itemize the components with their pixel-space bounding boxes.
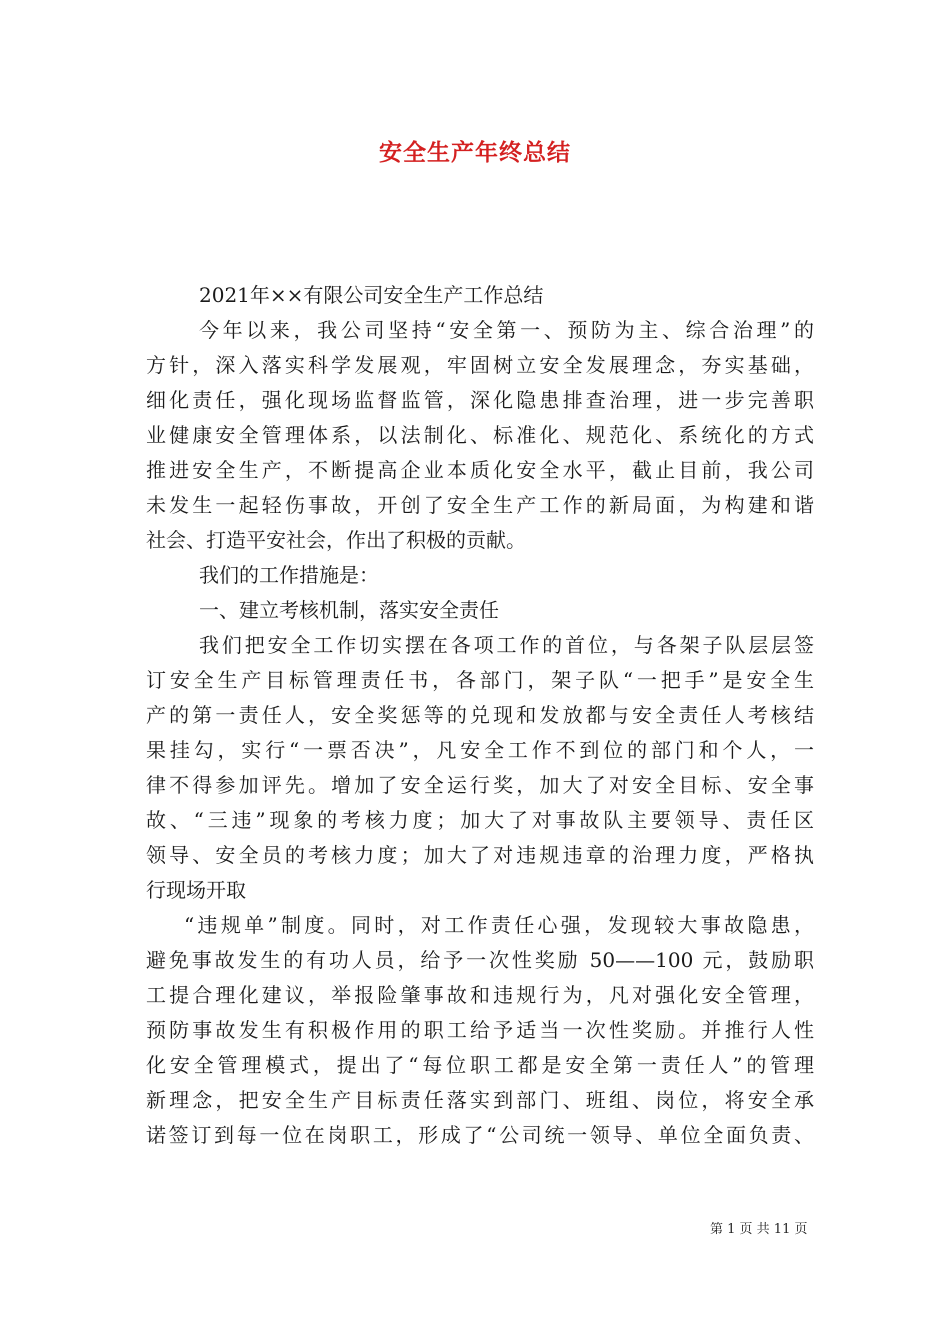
document-body — [146, 278, 814, 1153]
paragraph-line: 方针，深入落实科学发展观，牢固树立安全发展理念，夯实基础， — [146, 353, 814, 377]
paragraph-line: 化安全管理模式，提出了“每位职工都是安全第一责任人”的管理 — [146, 1053, 814, 1077]
paragraph-line: 我们的工作措施是： — [199, 563, 379, 587]
paragraph-line: 2021年××有限公司安全生产工作总结 — [199, 283, 544, 307]
paragraph-line: 诺签订到每一位在岗职工，形成了“公司统一领导、单位全面负责、 — [146, 1123, 814, 1147]
paragraph-line: 未发生一起轻伤事故，开创了安全生产工作的新局面，为构建和谐 — [146, 493, 814, 517]
paragraph-line: 今年以来，我公司坚持“安全第一、预防为主、综合治理”的 — [199, 318, 814, 342]
paragraph-line: 领导、安全员的考核力度；加大了对违规违章的治理力度，严格执 — [146, 843, 814, 867]
paragraph-line: 行现场开取 — [146, 878, 246, 902]
paragraph-line: 一、建立考核机制，落实安全责任 — [199, 598, 499, 622]
paragraph-line: 社会、打造平安社会，作出了积极的贡献。 — [146, 528, 526, 552]
paragraph-line: 工提合理化建议，举报险肇事故和违规行为，凡对强化安全管理， — [146, 983, 814, 1007]
paragraph-line: “违规单”制度。同时，对工作责任心强，发现较大事故隐患， — [184, 913, 814, 937]
paragraph-line: 预防事故发生有积极作用的职工给予适当一次性奖励。并推行人性 — [146, 1018, 814, 1042]
paragraph-line: 果挂勾，实行“一票否决”，凡安全工作不到位的部门和个人，一 — [146, 738, 814, 762]
paragraph-line: 避免事故发生的有功人员，给予一次性奖励 50——100 元，鼓励职 — [146, 948, 814, 972]
paragraph-line: 我们把安全工作切实摆在各项工作的首位，与各架子队层层签 — [199, 633, 814, 657]
paragraph-line: 推进安全生产，不断提高企业本质化安全水平，截止目前，我公司 — [146, 458, 814, 482]
document-title: 安全生产年终总结 — [379, 139, 571, 166]
paragraph-line: 律不得参加评先。增加了安全运行奖，加大了对安全目标、安全事 — [146, 773, 814, 797]
paragraph-line: 业健康安全管理体系，以法制化、标准化、规范化、系统化的方式 — [146, 423, 814, 447]
paragraph-line: 故、“三违”现象的考核力度；加大了对事故队主要领导、责任区 — [146, 808, 814, 832]
page-footer: 第 1 页 共 11 页 — [710, 1222, 808, 1237]
paragraph-line: 新理念，把安全生产目标责任落实到部门、班组、岗位，将安全承 — [146, 1088, 814, 1112]
paragraph-line: 产的第一责任人，安全奖惩等的兑现和发放都与安全责任人考核结 — [146, 703, 814, 727]
paragraph-line: 细化责任，强化现场监督监管，深化隐患排查治理，进一步完善职 — [146, 388, 814, 412]
paragraph-line: 订安全生产目标管理责任书，各部门，架子队“一把手”是安全生 — [146, 668, 814, 692]
